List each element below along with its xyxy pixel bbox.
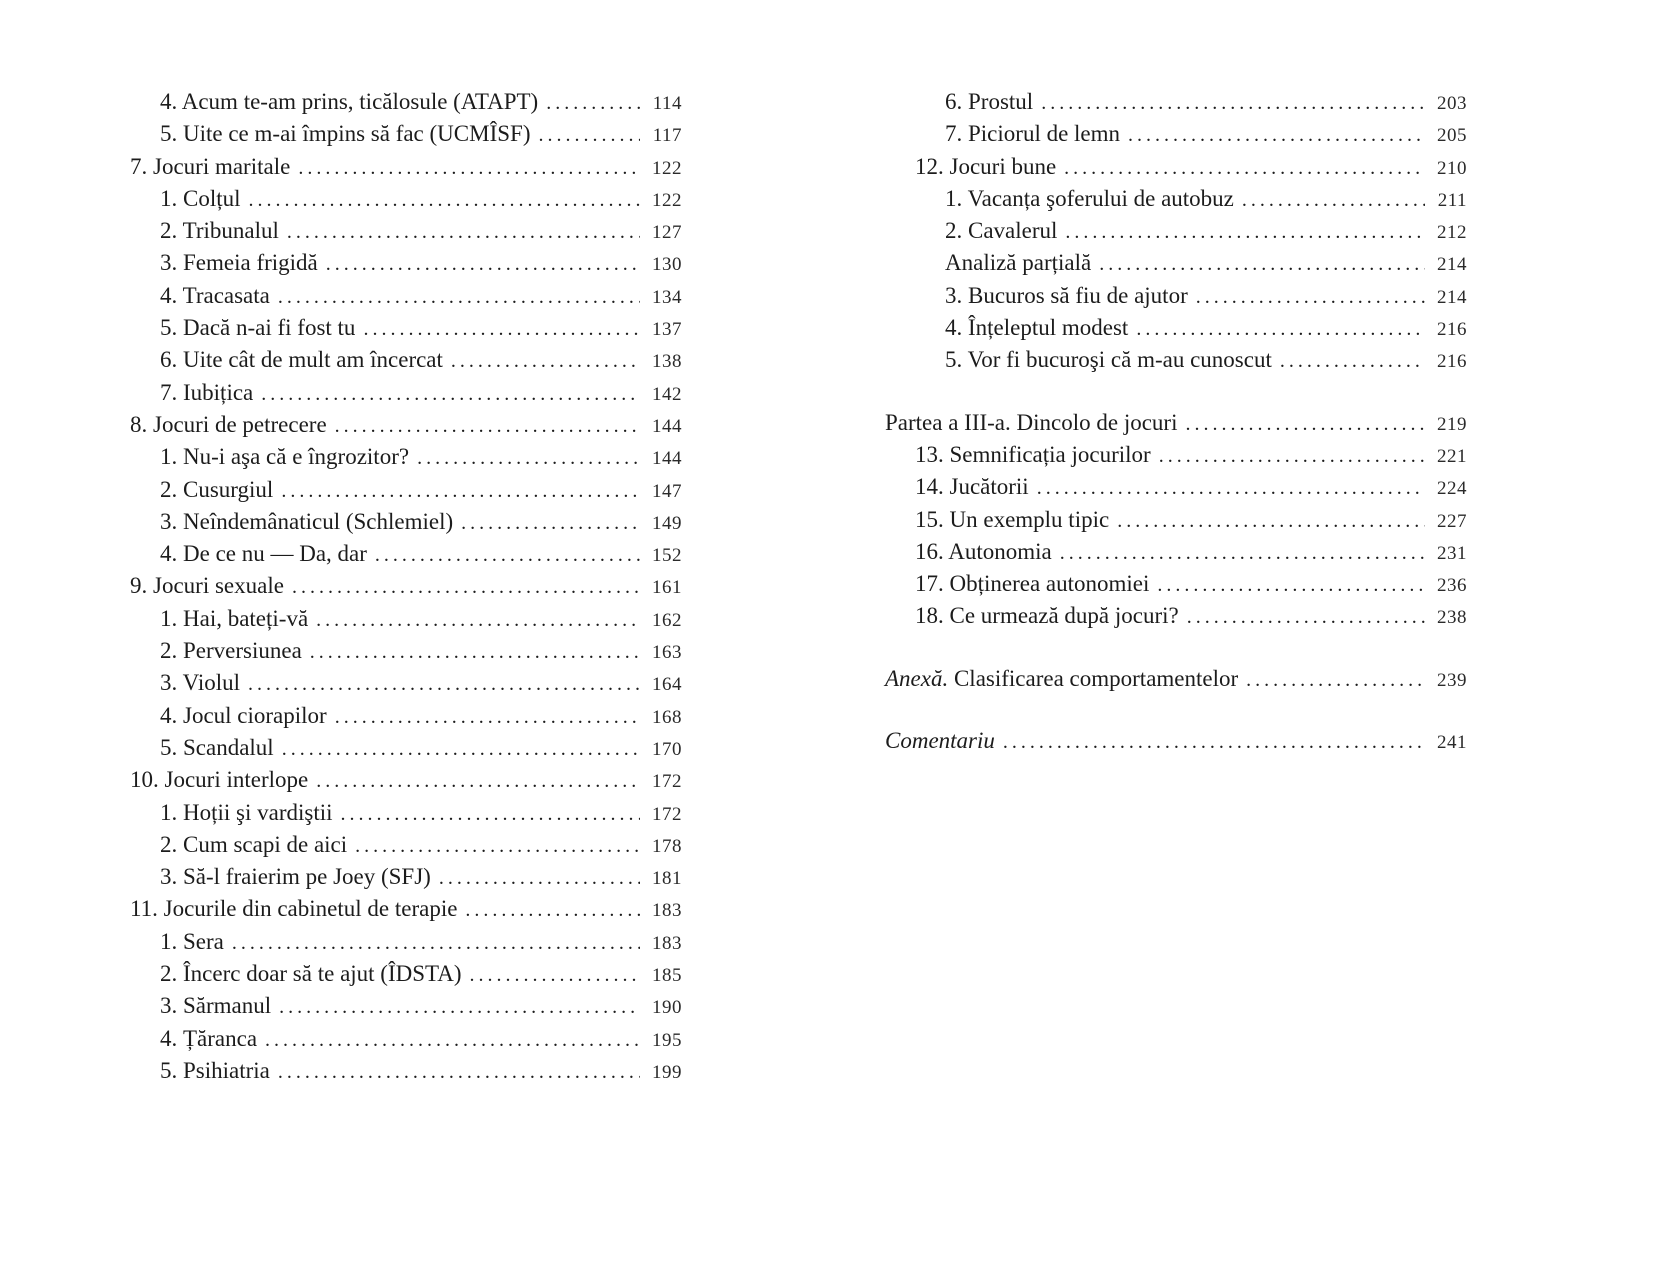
- toc-entry-page: 142: [652, 383, 682, 405]
- dot-leader: [282, 733, 640, 765]
- toc-entry-page: 216: [1437, 351, 1467, 373]
- dot-leader: [287, 216, 640, 248]
- toc-spacer: [885, 633, 1467, 663]
- dot-leader: [1041, 87, 1425, 119]
- toc-entry-label: 4. De ce nu — Da, dar: [160, 541, 367, 567]
- toc-entry-label: 3. Bucuros să fiu de ajutor: [945, 282, 1188, 308]
- toc-entry-label: 7. Piciorul de lemn: [945, 121, 1121, 147]
- toc-entry-page: 161: [652, 577, 682, 599]
- toc-entry-label: 1. Vacanța şoferului de autobuz: [945, 185, 1234, 211]
- toc-entry-label: 9. Jocuri sexuale: [130, 573, 284, 599]
- toc-entry-label: 11. Jocurile din cabinetul de terapie: [130, 896, 458, 922]
- toc-entry-label: 4. Înțeleptul modest: [945, 315, 1129, 341]
- toc-spacer: [885, 377, 1467, 407]
- toc-entry-label: 4. Tracasata: [160, 282, 270, 308]
- toc-entry-label: 6. Prostul: [945, 89, 1034, 114]
- toc-entry-page: 164: [652, 674, 682, 696]
- toc-entry: [100, 183, 682, 215]
- toc-entry-label: 2. Cavalerul: [945, 218, 1058, 244]
- toc-entry-label: 5. Vor fi bucuroşi că m-au cunoscut: [945, 347, 1272, 373]
- toc-entry-page: 205: [1437, 125, 1467, 147]
- toc-entry-page: 199: [652, 1061, 682, 1083]
- toc-entry-page: 203: [1437, 93, 1467, 114]
- toc-entry-label: 8. Jocuri de petrecere: [130, 411, 327, 437]
- toc-entry: [100, 344, 682, 376]
- toc-entry: [885, 344, 1467, 376]
- toc-entry-page: 144: [652, 415, 682, 437]
- toc-entry-page: 219: [1437, 413, 1467, 435]
- toc-entry-label: 5. Dacă n-ai fi fost tu: [160, 315, 356, 341]
- dot-leader: [1246, 664, 1425, 696]
- toc-entry: [885, 183, 1467, 215]
- dot-leader: [298, 152, 640, 184]
- toc-entry: [100, 215, 682, 247]
- toc-entry-page: 147: [652, 480, 682, 502]
- dot-leader: [363, 313, 640, 345]
- toc-entry-page: 216: [1437, 319, 1467, 341]
- dot-leader: [538, 119, 640, 151]
- toc-entry-label: 3. Să-l fraierim pe Joey (SFJ): [160, 864, 431, 890]
- toc-entry-label: 4. Jocul ciorapilor: [160, 702, 327, 728]
- toc-entry-page: 137: [652, 319, 682, 341]
- toc-entry-label: Anexă. Clasificarea comportamentelor: [885, 665, 1239, 691]
- toc-entry-page: 122: [652, 189, 682, 211]
- toc-entry: [100, 958, 682, 990]
- toc-entry: [885, 312, 1467, 344]
- toc-entry-page: 178: [652, 835, 682, 857]
- toc-entry: [100, 538, 682, 570]
- dot-leader: [1187, 601, 1425, 633]
- dot-leader: [470, 959, 640, 991]
- toc-entry-label: 13. Semnificația jocurilor: [915, 441, 1151, 467]
- toc-entry: [100, 893, 682, 925]
- toc-entry: [100, 86, 682, 118]
- toc-entry-label: Analiză parțială: [945, 250, 1092, 276]
- dot-leader: [1064, 152, 1425, 184]
- toc-entry-label: 1. Hai, bateți-vă: [160, 605, 309, 631]
- toc-entry: [885, 568, 1467, 600]
- toc-entry: [100, 280, 682, 312]
- toc-column-left: [100, 86, 682, 1087]
- toc-entry: [885, 663, 1467, 695]
- toc-entry: [100, 409, 682, 441]
- toc-entry: [100, 797, 682, 829]
- toc-entry-page: 117: [652, 125, 682, 147]
- toc-entry-label: 7. Iubițica: [160, 379, 254, 405]
- dot-leader: [281, 475, 640, 507]
- toc-entry: [100, 764, 682, 796]
- toc-entry-label: 15. Un exemplu tipic: [915, 506, 1110, 532]
- toc-entry-label: 1. Colțul: [160, 185, 241, 211]
- dot-leader: [326, 248, 640, 280]
- dot-leader: [355, 830, 640, 862]
- dot-leader: [232, 927, 640, 959]
- toc-entry-page: 130: [652, 254, 682, 276]
- toc-entry: [100, 926, 682, 958]
- toc-entry-label: 14. Jucătorii: [915, 474, 1029, 500]
- toc-entry: [100, 118, 682, 150]
- toc-entry-page: 214: [1437, 254, 1467, 276]
- toc-column-right: [885, 86, 1467, 757]
- toc-entry: [100, 1055, 682, 1087]
- toc-entry: [885, 215, 1467, 247]
- toc-entry: [885, 407, 1467, 439]
- toc-entry-label: 2. Încerc doar să te ajut (ÎDSTA): [160, 961, 462, 987]
- toc-entry: [100, 247, 682, 279]
- dot-leader: [278, 1056, 640, 1088]
- dot-leader: [279, 991, 640, 1023]
- dot-leader: [292, 571, 640, 603]
- dot-leader: [465, 894, 640, 926]
- toc-entry-page: 181: [652, 868, 682, 890]
- toc-entry-page: 212: [1437, 222, 1467, 244]
- dot-leader: [316, 604, 640, 636]
- toc-entry-page: 214: [1437, 286, 1467, 308]
- dot-leader: [261, 378, 640, 410]
- toc-entry-label: 6. Uite cât de mult am încercat: [160, 347, 443, 373]
- toc-entry: [885, 439, 1467, 471]
- toc-entry-page: 168: [652, 706, 682, 728]
- toc-entry: [885, 725, 1467, 757]
- toc-entry-page: 227: [1437, 510, 1467, 532]
- dot-leader: [439, 862, 640, 894]
- toc-entry-page: 241: [1437, 732, 1467, 754]
- toc-entry-page: 149: [652, 512, 682, 534]
- toc-entry-label: 5. Uite ce m-ai împins să fac (UCMÎSF): [160, 121, 531, 147]
- toc-entry: [885, 118, 1467, 150]
- dot-leader: [417, 442, 640, 474]
- toc-entry-page: 114: [652, 93, 682, 114]
- toc-entry: [100, 990, 682, 1022]
- dot-leader: [1117, 505, 1425, 537]
- dot-leader: [1060, 537, 1425, 569]
- toc-entry-page: 211: [1437, 189, 1467, 211]
- toc-entry-label: 2. Tribunalul: [160, 218, 279, 244]
- toc-entry-label: 4. Țăranca: [160, 1025, 258, 1051]
- dot-leader: [451, 345, 640, 377]
- toc-entry-label: 3. Sărmanul: [160, 993, 272, 1019]
- toc-entry: [100, 861, 682, 893]
- toc-spacer: [885, 695, 1467, 725]
- toc-entry-label: 1. Sera: [160, 928, 224, 954]
- toc-entry-label: 2. Perversiunea: [160, 638, 302, 664]
- toc-entry: [100, 570, 682, 602]
- toc-entry: [885, 471, 1467, 503]
- toc-entry-page: 221: [1437, 445, 1467, 467]
- toc-entry-page: 183: [652, 900, 682, 922]
- dot-leader: [1065, 216, 1425, 248]
- toc-entry-page: 172: [652, 803, 682, 825]
- toc-entry-page: 185: [652, 965, 682, 987]
- toc-entry-label: 10. Jocuri interlope: [130, 767, 309, 793]
- dot-leader: [1128, 119, 1425, 151]
- toc-entry-label: 7. Jocuri maritale: [130, 153, 291, 179]
- toc-entry-label: 18. Ce urmează după jocuri?: [915, 603, 1179, 629]
- toc-entry-page: 162: [652, 609, 682, 631]
- toc-entry: [885, 280, 1467, 312]
- dot-leader: [310, 636, 640, 668]
- toc-entry-label: 2. Cusurgiul: [160, 476, 274, 502]
- toc-entry-label: 3. Violul: [160, 670, 240, 696]
- toc-entry-page: 170: [652, 738, 682, 760]
- dot-leader: [265, 1024, 640, 1056]
- toc-entry-page: 210: [1437, 157, 1467, 179]
- dot-leader: [278, 281, 640, 313]
- toc-entry-page: 172: [652, 771, 682, 793]
- toc-entry-label: Comentariu: [885, 728, 995, 754]
- toc-entry-page: 134: [652, 286, 682, 308]
- toc-entry-page: 224: [1437, 478, 1467, 500]
- toc-entry-label: 5. Psihiatria: [160, 1057, 270, 1083]
- toc-entry-label: 1. Hoții şi vardiştii: [160, 799, 333, 825]
- toc-entry-page: 239: [1437, 669, 1467, 691]
- toc-entry-label: 17. Obținerea autonomiei: [915, 571, 1150, 597]
- toc-entry: [100, 732, 682, 764]
- toc-entry-page: 127: [652, 222, 682, 244]
- toc-entry-label: 3. Femeia frigidă: [160, 250, 318, 276]
- toc-entry-label: 1. Nu-i aşa că e îngrozitor?: [160, 444, 410, 470]
- toc-entry: [100, 506, 682, 538]
- toc-entry: [885, 536, 1467, 568]
- dot-leader: [1157, 569, 1425, 601]
- toc-entry-page: 152: [652, 545, 682, 567]
- toc-entry: [100, 151, 682, 183]
- dot-leader: [1280, 345, 1425, 377]
- toc-entry-page: 195: [652, 1029, 682, 1051]
- toc-entry-page: 144: [652, 448, 682, 470]
- dot-leader: [335, 410, 640, 442]
- toc-entry: [100, 377, 682, 409]
- dot-leader: [1159, 440, 1425, 472]
- toc-entry: [885, 600, 1467, 632]
- dot-leader: [341, 798, 641, 830]
- toc-entry: [885, 504, 1467, 536]
- toc-entry-page: 236: [1437, 575, 1467, 597]
- toc-entry: [100, 667, 682, 699]
- toc-entry: [100, 474, 682, 506]
- toc-entry-page: 183: [652, 932, 682, 954]
- toc-entry: [885, 247, 1467, 279]
- dot-leader: [1003, 726, 1425, 758]
- dot-leader: [375, 539, 640, 571]
- toc-entry-page: 231: [1437, 542, 1467, 564]
- dot-leader: [335, 701, 640, 733]
- toc-entry: [885, 151, 1467, 183]
- toc-entry-label: 2. Cum scapi de aici: [160, 831, 348, 857]
- toc-entry: [885, 86, 1467, 118]
- toc-entry-label: 4. Acum te-am prins, ticălosule (ATAPT): [160, 89, 539, 114]
- dot-leader: [249, 184, 640, 216]
- dot-leader: [1099, 248, 1425, 280]
- toc-entry-label: Partea a III-a. Dincolo de jocuri: [885, 409, 1178, 435]
- dot-leader: [1196, 281, 1425, 313]
- toc-entry-page: 138: [652, 351, 682, 373]
- toc-entry: [100, 312, 682, 344]
- toc-entry-page: 122: [652, 157, 682, 179]
- dot-leader: [1185, 408, 1425, 440]
- toc-entry-page: 163: [652, 642, 682, 664]
- dot-leader: [316, 765, 640, 797]
- dot-leader: [1136, 313, 1425, 345]
- dot-leader: [1242, 184, 1425, 216]
- toc-entry: [100, 1023, 682, 1055]
- toc-entry: [100, 829, 682, 861]
- toc-entry-label: 12. Jocuri bune: [915, 153, 1057, 179]
- toc-entry-label: 3. Neîndemânaticul (Schlemiel): [160, 508, 454, 534]
- toc-entry: [100, 700, 682, 732]
- toc-entry: [100, 635, 682, 667]
- dot-leader: [461, 507, 640, 539]
- toc-entry-label: 5. Scandalul: [160, 734, 274, 760]
- dot-leader: [248, 668, 640, 700]
- toc-entry-page: 238: [1437, 607, 1467, 629]
- toc-entry-label: 16. Autonomia: [915, 538, 1052, 564]
- dot-leader: [546, 87, 640, 119]
- dot-leader: [1037, 472, 1425, 504]
- toc-entry-page: 190: [652, 997, 682, 1019]
- toc-entry: [100, 441, 682, 473]
- toc-entry: [100, 603, 682, 635]
